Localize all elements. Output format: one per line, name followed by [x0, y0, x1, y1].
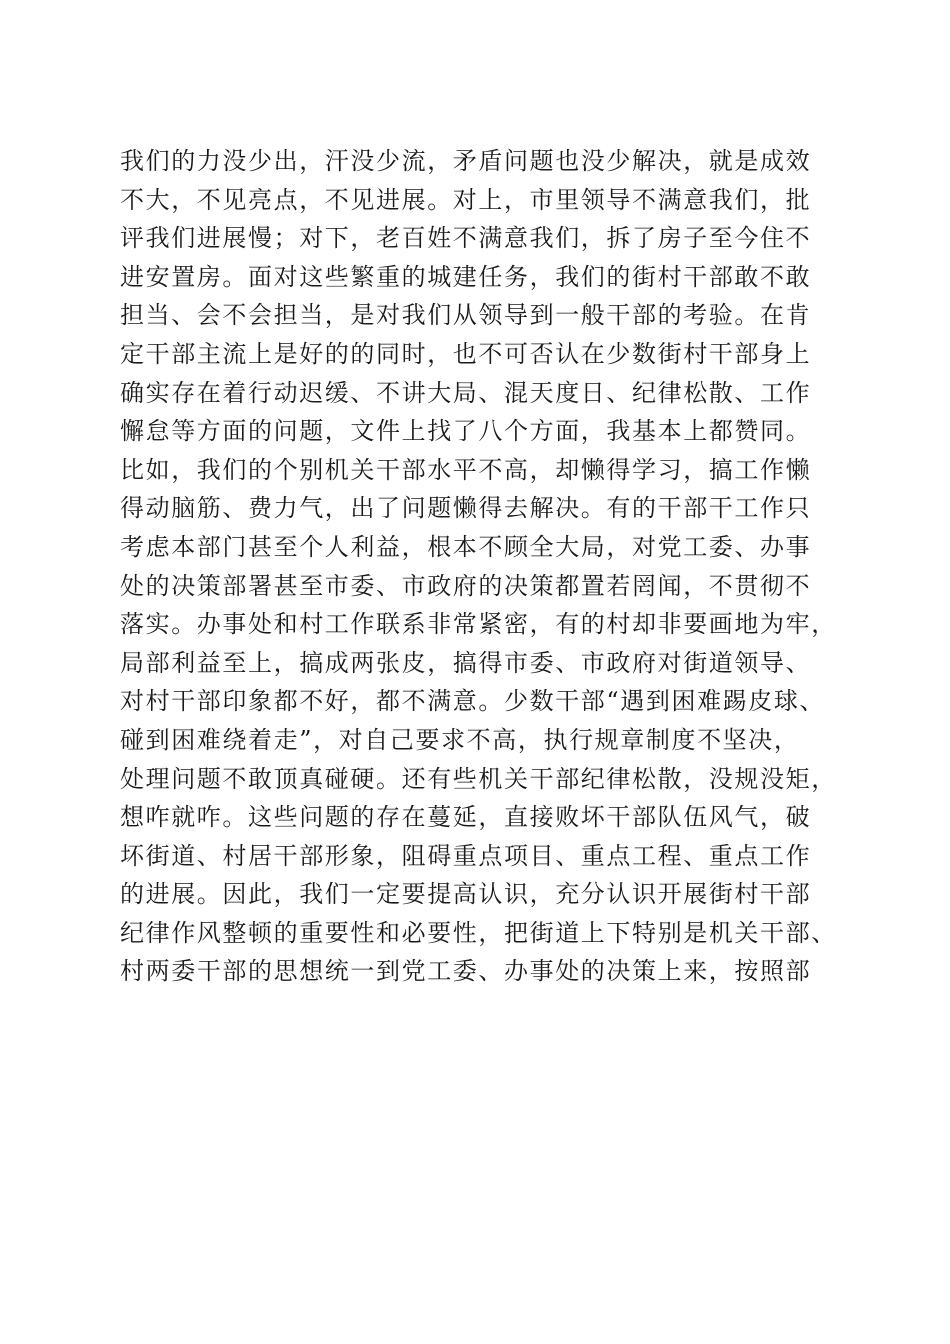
text-line: 我们的力没少出，汗没少流，矛盾问题也没少解决，就是成效 [120, 147, 812, 175]
text-line: 不大，不见亮点，不见进展。对上，市里领导不满意我们，批 [120, 185, 812, 214]
text-line: 评我们进展慢；对下，老百姓不满意我们，拆了房子至今住不 [120, 224, 812, 253]
text-line: 确实存在着行动迟缓、不讲大局、混天度日、纪律松散、工作 [120, 378, 812, 407]
text-line: 得动脑筋、费力气，出了问题懒得去解决。有的干部干工作只 [120, 494, 812, 523]
text-line: 想咋就咋。这些问题的存在蔓延，直接败坏干部队伍风气，破 [120, 803, 812, 832]
text-line: 比如，我们的个别机关干部水平不高，却懒得学习，搞工作懒 [120, 455, 812, 484]
text-line: 的进展。因此，我们一定要提高认识，充分认识开展街村干部 [120, 880, 812, 909]
text-line: 碰到困难绕着走”，对自己要求不高，执行规章制度不坚决， [120, 725, 800, 754]
text-line: 纪律作风整顿的重要性和必要性，把街道上下特别是机关干部、 [120, 918, 837, 947]
text-line: 考虑本部门甚至个人利益，根本不顾全大局，对党工委、办事 [120, 532, 812, 561]
text-line: 处的决策部署甚至市委、市政府的决策都置若罔闻，不贯彻不 [120, 571, 812, 600]
text-line: 坏街道、村居干部形象，阻碍重点项目、重点工程、重点工作 [120, 841, 812, 870]
text-line: 进安置房。面对这些繁重的城建任务，我们的街村干部敢不敢 [120, 262, 812, 291]
text-line: 对村干部印象都不好，都不满意。少数干部“遇到困难踢皮球、 [120, 687, 826, 716]
text-line: 落实。办事处和村工作联系非常紧密，有的村却非要画地为牢， [120, 610, 837, 639]
body-text [120, 142, 840, 991]
text-line: 村两委干部的思想统一到党工委、办事处的决策上来，按照部 [120, 957, 812, 986]
text-line: 定干部主流上是好的的同时，也不可否认在少数街村干部身上 [120, 339, 812, 368]
text-line: 懈怠等方面的问题，文件上找了八个方面，我基本上都赞同。 [120, 417, 812, 446]
text-line: 处理问题不敢顶真碰硬。还有些机关干部纪律松散，没规没矩， [120, 764, 837, 793]
text-line: 局部利益至上，搞成两张皮，搞得市委、市政府对街道领导、 [120, 648, 812, 677]
text-line: 担当、会不会担当，是对我们从领导到一般干部的考验。在肯 [120, 301, 812, 330]
